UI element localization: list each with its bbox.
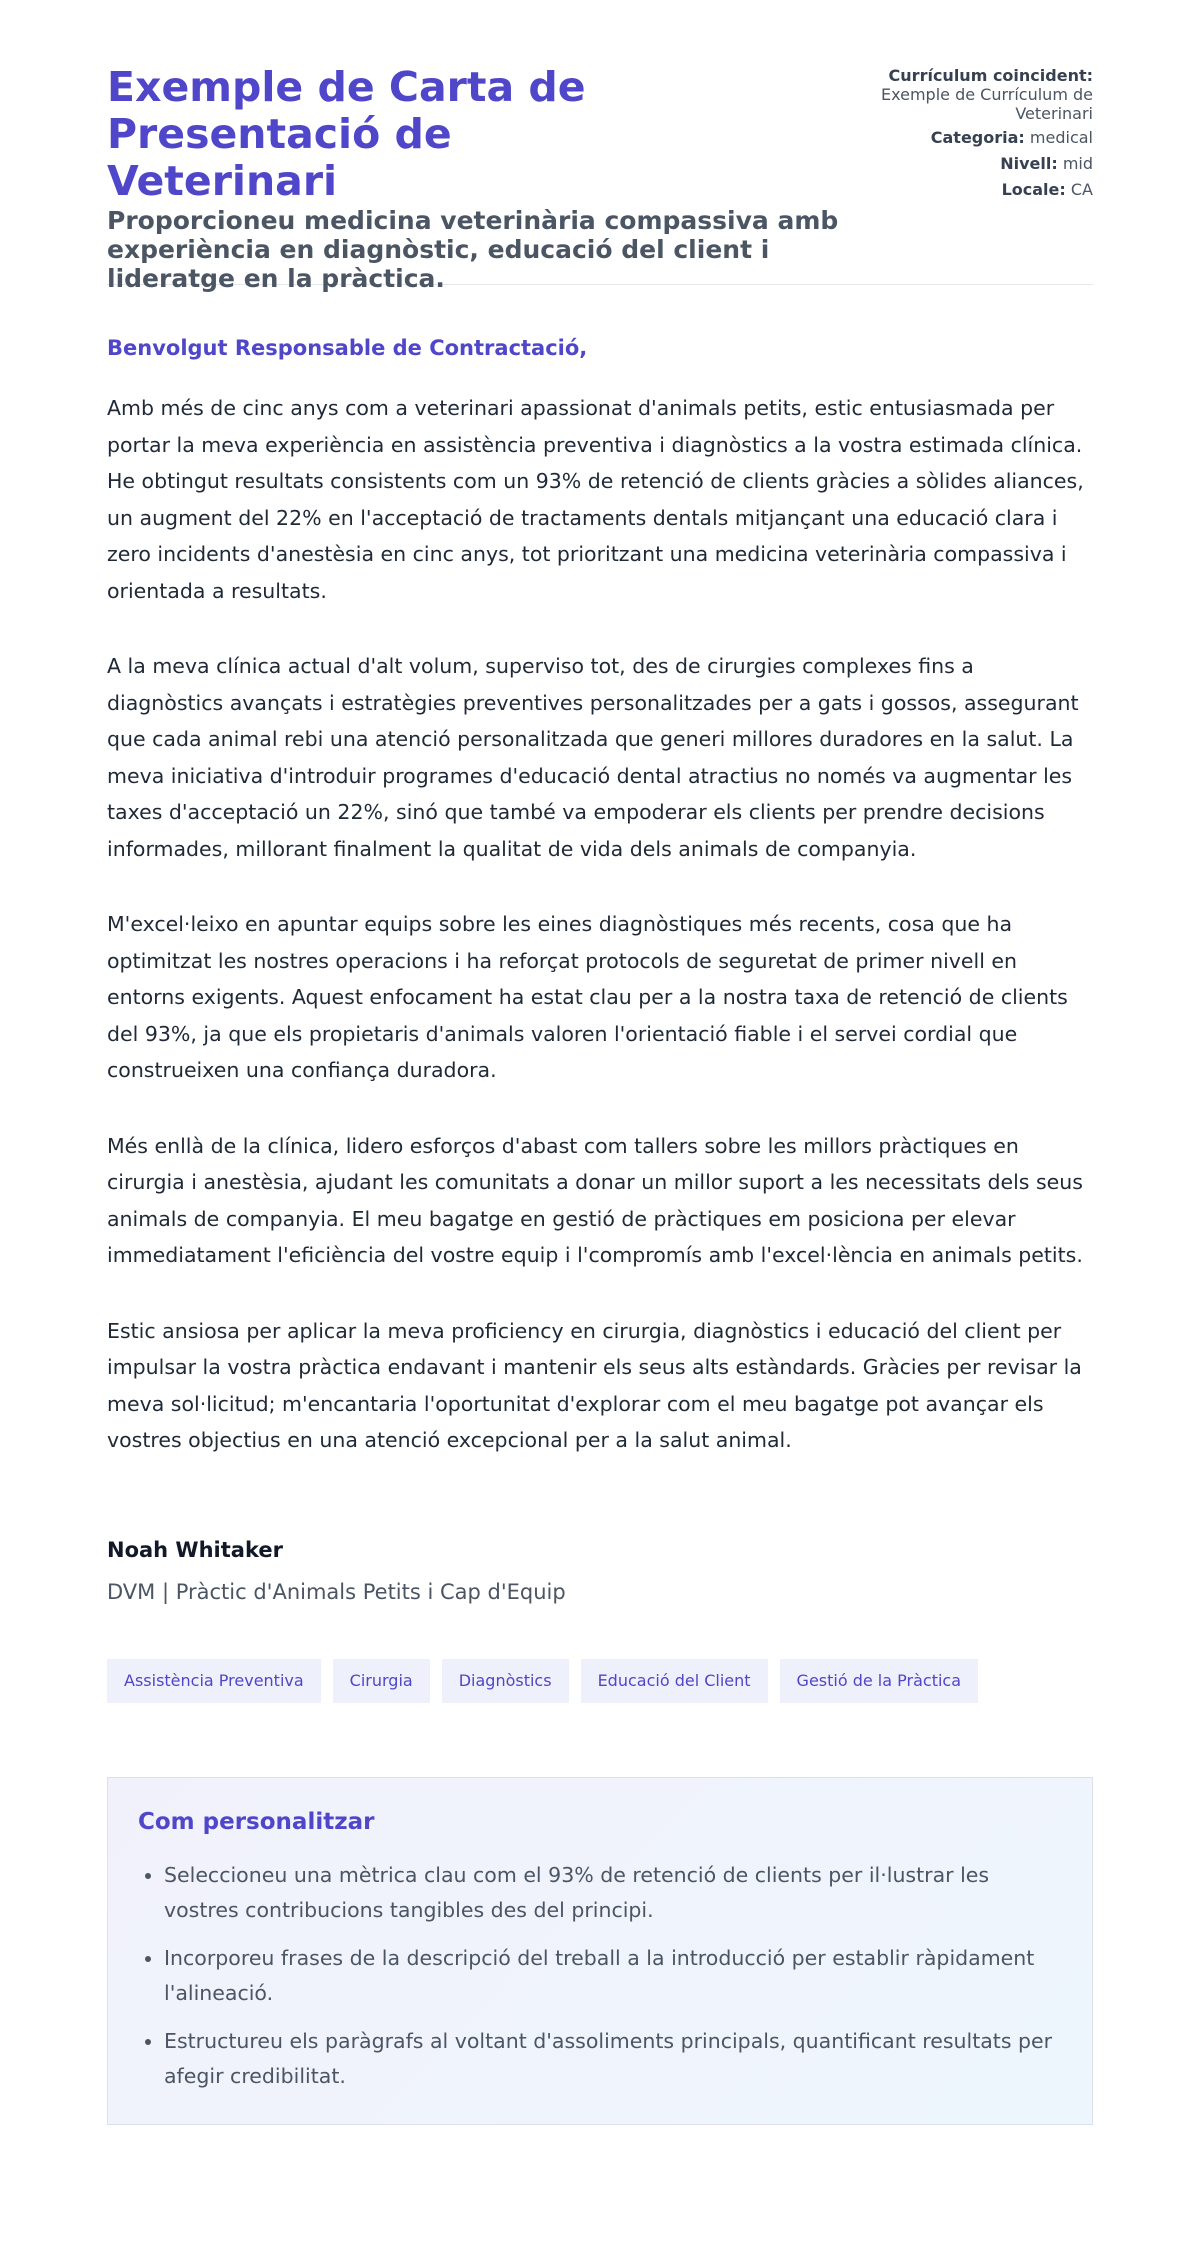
skill-tag: Gestió de la Pràctica (780, 1659, 978, 1703)
skill-tag: Educació del Client (581, 1659, 768, 1703)
meta-category-label: Categoria: (930, 128, 1025, 147)
meta-resume (843, 66, 1093, 123)
skill-tags (107, 1659, 1093, 1703)
skill-tag: Assistència Preventiva (107, 1659, 321, 1703)
letter-paragraph: Estic ansiosa per aplicar la meva proficiency en cirurgia, diagnòstics i educació del client per impulsar la vostra pràctica endavant i mantenir els seus alts estàndards. Gràcies per revisar la meva sol·licitud; m'encantaria l'oportunitat d'explorar com el meu bagatge pot avançar els vostres objectius en una atenció excepcional per a la salut animal. (107, 1318, 1082, 1452)
tip-item: • Incorporeu frases de la descripció del treball a la introducció per establir ràpidament l'alineació. (164, 1941, 1062, 2011)
letter-paragraph: Amb més de cinc anys com a veterinari apassionat d'animals petits, estic entusiasmada per portar la meva experiència en assistència preventiva i diagnòstics a la vostra estimada clínica. He obtingut resultats consistents com un 93% de retenció de clients gràcies a sòlides aliances, un augment del 22% en l'acceptació de tractaments dentals mitjançant una educació clara i zero incidents d'anestèsia en cinc anys, tot prioritzant una medicina veterinària compassiva i orientada a resultats. (107, 396, 1084, 603)
meta-level-label: Nivell: (1000, 154, 1058, 173)
page-title: Exemple de Carta de Presentació de Veterinari (107, 63, 586, 205)
meta-locale-value: CA (1070, 180, 1093, 199)
meta-resume-label: Currículum coincident: (888, 66, 1093, 85)
tip-item: • Estructureu els paràgrafs al voltant d'assoliments principals, quantificant resultats per afegir credibilitat. (164, 2024, 1062, 2094)
meta-locale (843, 180, 1093, 199)
skill-tag: Cirurgia (333, 1659, 430, 1703)
letter-paragraph: Més enllà de la clínica, lidero esforços d'abast com tallers sobre les millors pràctiques en cirurgia i anestèsia, ajudant les comunitats a donar un millor suport a les necessitats dels seus animals de companyia. El meu bagatge en gestió de pràctiques em posiciona per elevar immediatament l'eficiència del vostre equip i l'compromís amb l'excel·lència en animals petits. (107, 1133, 1083, 1267)
letter-greeting: Benvolgut Responsable de Contractació, (107, 336, 588, 360)
skill-tag: Diagnòstics (442, 1659, 569, 1703)
letter-paragraph: M'excel·leixo en apuntar equips sobre les eines diagnòstiques més recents, cosa que ha optimitzat les nostres operacions i ha reforçat protocols de seguretat de primer nivell en entorns exigents. Aquest enfocament ha estat clau per a la nostra taxa de retenció de clients del 93%, ja que els propietaris d'animals valoren l'orientació fiable i el servei cordial que construeixen una confiança duradora. (107, 912, 1068, 1082)
signature-name: Noah Whitaker (107, 1537, 283, 1562)
meta-category-value: medical (1029, 128, 1093, 147)
page-header (107, 63, 1093, 293)
tip-item: • Seleccioneu una mètrica clau com el 93% de retenció de clients per il·lustrar les vostres contribucions tangibles des del principi. (164, 1858, 1062, 1928)
letter-paragraph: A la meva clínica actual d'alt volum, superviso tot, des de cirurgies complexes fins a diagnòstics avançats i estratègies preventives personalitzades per a gats i gossos, assegurant que cada animal rebi una atenció personalitzada que generi millores duradores en la salut. La meva iniciativa d'introduir programes d'educació dental atractius no només va augmentar les taxes d'acceptació un 22%, sinó que també va empoderar els clients per prendre decisions informades, millorant finalment la qualitat de vida dels animals de companyia. (107, 654, 1079, 861)
meta-resume-value[interactable]: Exemple de Currículum de Veterinari (881, 85, 1093, 123)
tips-title: Com personalitzar (138, 1808, 375, 1835)
meta-panel (843, 66, 1093, 206)
meta-level-value: mid (1062, 154, 1093, 173)
signature-title: DVM | Pràctic d'Animals Petits i Cap d'Equip (107, 1579, 566, 1604)
meta-locale-label: Locale: (1001, 180, 1066, 199)
tips-list (138, 1858, 1062, 2094)
meta-category (843, 128, 1093, 147)
customization-tips (107, 1777, 1093, 2125)
page-subtitle: Proporcioneu medicina veterinària compassiva amb experiència en diagnòstic, educació del client i lideratge en la pràctica. (107, 206, 839, 293)
meta-level (843, 154, 1093, 173)
